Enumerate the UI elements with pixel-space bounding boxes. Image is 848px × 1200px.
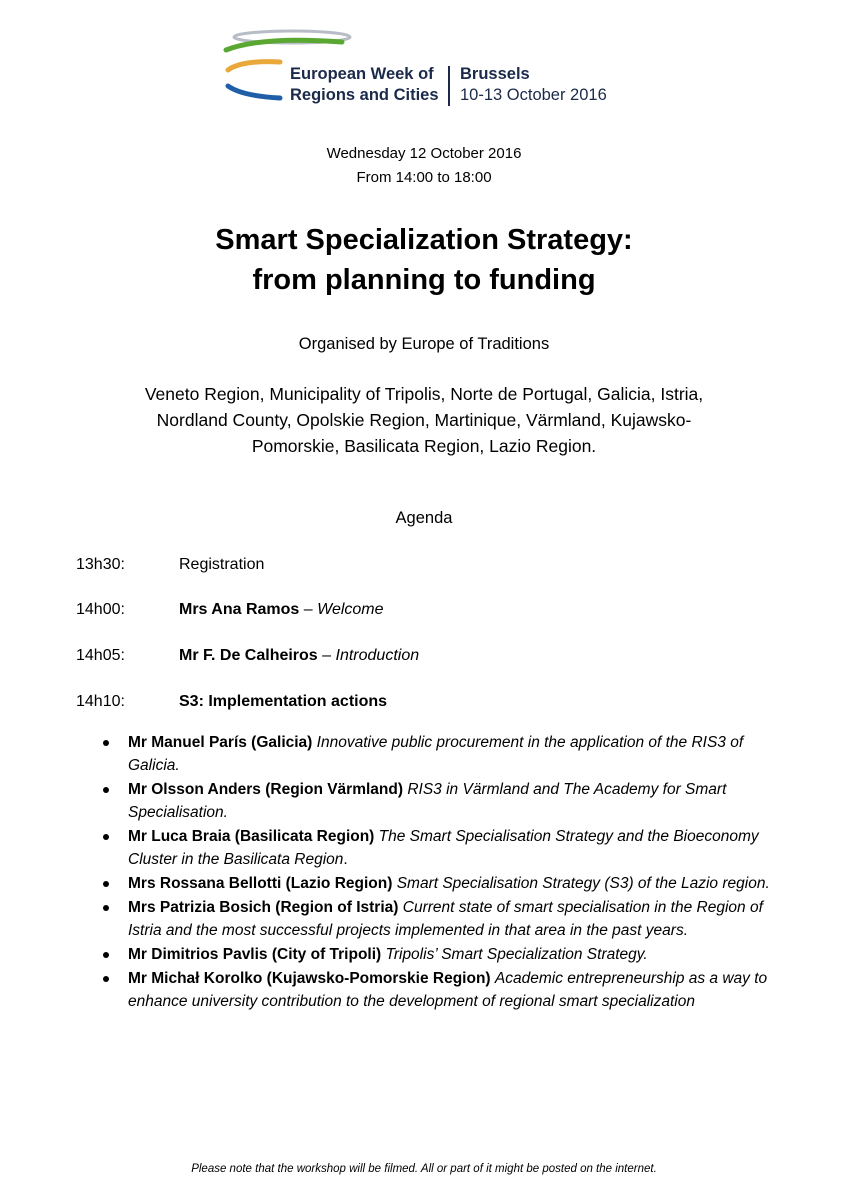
logo-dates: 10-13 October 2016	[460, 86, 607, 104]
talk-topic: The Smart Specialisation Strategy and the Bioeconomy Cluster in the Basilicata Region	[128, 828, 759, 868]
agenda-speaker: Mrs Ana Ramos	[179, 601, 300, 618]
agenda-time: 14h10:	[76, 693, 125, 710]
list-item	[100, 896, 790, 942]
talk-topic: Smart Specialisation Strategy (S3) of the Lazio region.	[396, 875, 770, 892]
talk-topic: Tripolis’ Smart Specialization Strategy.	[385, 946, 648, 963]
bullet-icon	[103, 881, 109, 887]
list-item	[100, 731, 790, 777]
talk-topic-end: .	[343, 851, 348, 868]
logo-divider	[448, 66, 450, 106]
logo-line-2: Regions and Cities	[290, 86, 439, 104]
list-item	[100, 872, 790, 895]
agenda-speaker: Mr F. De Calheiros	[179, 647, 318, 664]
talk-topic: Academic entrepreneurship as a way to enhance university contribution to the development of regional smart specialization	[128, 970, 768, 1010]
talk-topic: Current state of smart specialisation in the Region of Istria and the most successful projects implemented in that area in the past years.	[128, 899, 763, 939]
agenda-entry	[179, 598, 384, 622]
agenda-heading: Agenda	[395, 509, 453, 527]
event-datetime	[0, 142, 848, 190]
agenda-entry	[179, 690, 387, 714]
agenda-time: 14h00:	[76, 601, 125, 618]
logo-city: Brussels	[460, 65, 530, 83]
bullet-icon	[103, 976, 109, 982]
list-item	[100, 943, 790, 966]
document-title	[0, 220, 848, 300]
bullet-icon	[103, 834, 109, 840]
agenda-time: 14h05:	[76, 647, 125, 664]
organiser: Organised by Europe of Traditions	[298, 335, 550, 353]
logo-title	[290, 64, 439, 106]
list-item	[100, 825, 790, 871]
speaker-name: Mrs Patrizia Bosich (Region of Istria)	[128, 899, 399, 916]
regions-line-1: Veneto Region, Municipality of Tripolis, Norte de Portugal, Galicia, Istria,	[144, 384, 704, 404]
bullet-icon	[103, 952, 109, 958]
agenda-dash: –	[317, 647, 336, 664]
speaker-name: Mr Olsson Anders (Region Värmland)	[128, 781, 404, 798]
title-line-2: from planning to funding	[252, 264, 596, 296]
regions-line-3: Pomorskie, Basilicata Region, Lazio Region.	[251, 436, 597, 456]
agenda-session-title: S3: Implementation actions	[179, 693, 388, 710]
logo-line-1: European Week of	[290, 65, 434, 83]
speaker-list	[100, 731, 790, 1014]
agenda-entry	[179, 644, 419, 668]
speaker-name: Mr Michał Korolko (Kujawsko-Pomorskie Region)	[128, 970, 491, 987]
talk-topic: RIS3 in Värmland and The Academy for Smart Specialisation.	[128, 781, 727, 821]
talk-topic: Innovative public procurement in the application of the RIS3 of Galicia.	[128, 734, 744, 774]
agenda-role: Introduction	[335, 647, 420, 664]
speaker-name: Mr Dimitrios Pavlis (City of Tripoli)	[128, 946, 382, 963]
regions-list	[100, 381, 748, 459]
agenda-time: 13h30:	[76, 556, 125, 573]
regions-line-2: Nordland County, Opolskie Region, Martinique, Värmland, Kujawsko-	[156, 410, 692, 430]
agenda-dash: –	[299, 601, 318, 618]
agenda-label: Registration	[179, 556, 265, 573]
event-logo	[222, 28, 642, 108]
event-time: From 14:00 to 18:00	[356, 169, 492, 186]
speaker-name: Mr Manuel París (Galicia)	[128, 734, 313, 751]
bullet-icon	[103, 905, 109, 911]
list-item	[100, 967, 790, 1013]
bullet-icon	[103, 740, 109, 746]
filming-notice: Please note that the workshop will be filmed. All or part of it might be posted on the internet.	[191, 1163, 657, 1175]
event-date: Wednesday 12 October 2016	[326, 145, 522, 162]
list-item	[100, 778, 790, 824]
speaker-name: Mr Luca Braia (Basilicata Region)	[128, 828, 375, 845]
bullet-icon	[103, 787, 109, 793]
speaker-name: Mrs Rossana Bellotti (Lazio Region)	[128, 875, 393, 892]
title-line-1: Smart Specialization Strategy:	[215, 224, 633, 256]
agenda-role: Welcome	[317, 601, 384, 618]
logo-location	[460, 64, 607, 106]
agenda-entry	[179, 553, 264, 577]
